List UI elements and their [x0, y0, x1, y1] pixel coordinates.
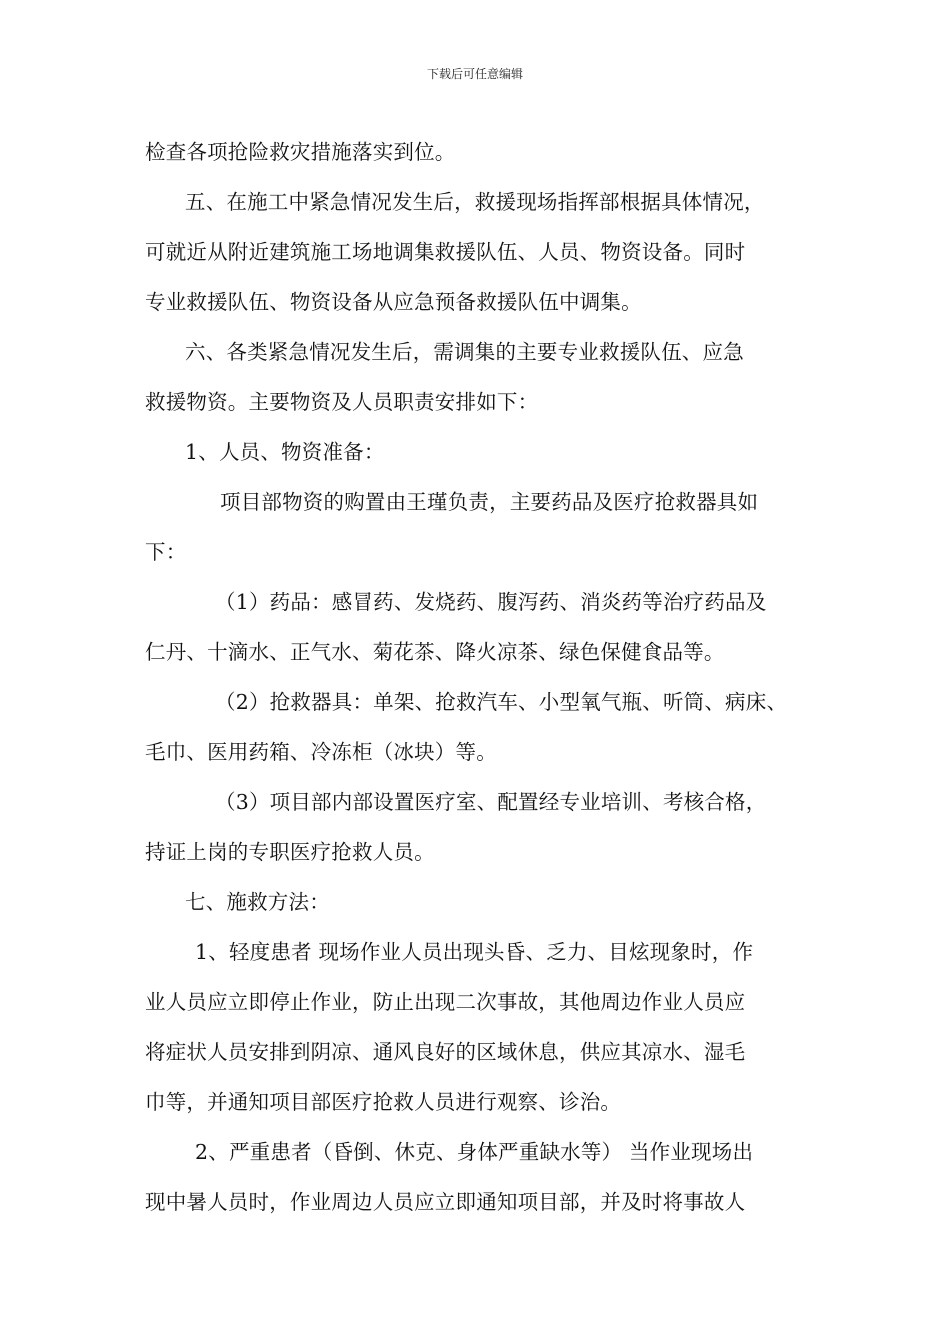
text-line: 下：: [145, 540, 187, 564]
text-line: 七、施救方法：: [185, 890, 330, 914]
text-line: 巾等，并通知项目部医疗抢救人员进行观察、诊治。: [145, 1090, 622, 1114]
text-line: 将症状人员安排到阴凉、通风良好的区域休息，供应其凉水、湿毛: [145, 1040, 746, 1064]
text-line: 五、在施工中紧急情况发生后，救援现场指挥部根据具体情况，: [185, 190, 765, 214]
text-line: （2）抢救器具：单架、抢救汽车、小型氧气瓶、听筒、病床、: [215, 690, 788, 714]
text-line: 救援物资。主要物资及人员职责安排如下：: [145, 390, 539, 414]
text-line: 1、人员、物资准备：: [185, 440, 385, 464]
text-line: 可就近从附近建筑施工场地调集救援队伍、人员、物资设备。同时: [145, 240, 746, 264]
text-line: 1、轻度患者 现场作业人员出现头昏、乏力、目炫现象时，作: [195, 940, 754, 964]
text-line: 持证上岗的专职医疗抢救人员。: [145, 840, 435, 864]
page-header: 下载后可任意编辑: [426, 67, 523, 81]
text-line: 六、各类紧急情况发生后，需调集的主要专业救援队伍、应急: [185, 340, 744, 364]
text-line: 仁丹、十滴水、正气水、菊花茶、降火凉茶、绿色保健食品等。: [145, 640, 725, 664]
text-line: 毛巾、医用药箱、冷冻柜（冰块）等。: [145, 740, 497, 764]
text-line: 现中暑人员时，作业周边人员应立即通知项目部，并及时将事故人: [145, 1190, 746, 1214]
text-line: 检查各项抢险救灾措施落实到位。: [145, 140, 456, 164]
text-line: （3）项目部内部设置医疗室、配置经专业培训、考核合格，: [215, 790, 767, 814]
text-line: （1）药品：感冒药、发烧药、腹泻药、消炎药等治疗药品及: [215, 590, 767, 614]
text-line: 业人员应立即停止作业，防止出现二次事故，其他周边作业人员应: [145, 990, 746, 1014]
text-line: 项目部物资的购置由王瑾负责，主要药品及医疗抢救器具如: [220, 490, 759, 514]
text-line: 专业救援队伍、物资设备从应急预备救援队伍中调集。: [145, 290, 642, 314]
text-line: 2、严重患者（昏倒、休克、身体严重缺水等） 当作业现场出: [195, 1140, 754, 1164]
